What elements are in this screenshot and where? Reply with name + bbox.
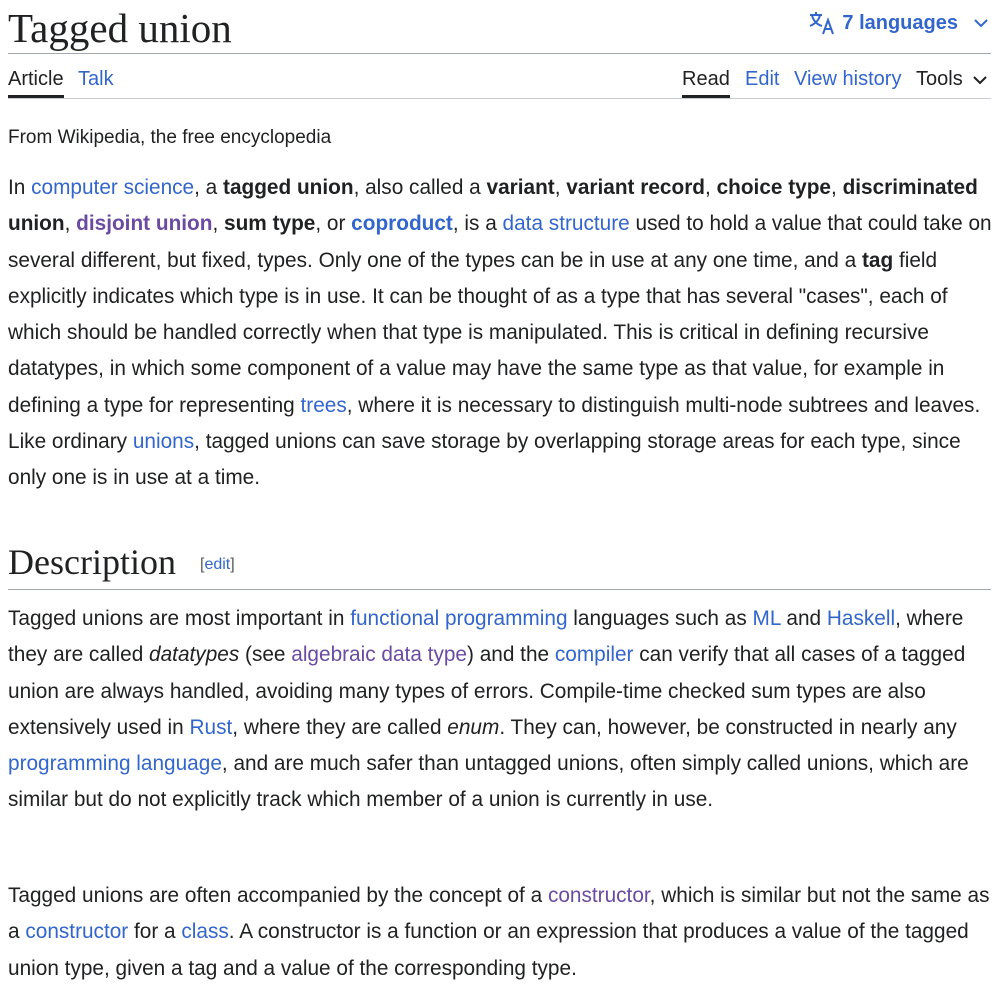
bracket: ] xyxy=(230,556,235,573)
translate-icon xyxy=(808,11,836,35)
term-sum-type: sum type xyxy=(224,212,316,236)
chevron-down-icon xyxy=(974,18,988,28)
tab-talk[interactable]: Talk xyxy=(78,68,114,90)
text: , or xyxy=(315,212,352,236)
text: , xyxy=(64,212,77,236)
text: , xyxy=(554,176,567,199)
link-programming-language[interactable]: programming language xyxy=(8,752,222,776)
tab-edit[interactable]: Edit xyxy=(745,68,780,90)
chevron-down-icon xyxy=(973,75,987,85)
bracket: [ xyxy=(200,556,205,573)
text: and xyxy=(780,607,827,630)
languages-button[interactable] xyxy=(808,11,991,35)
link-functional-programming[interactable]: functional programming xyxy=(350,607,568,630)
text: , is a xyxy=(452,212,503,236)
text: . A constructor is a function or an expression that produces a value of the tagged union type, given a tag and a value of the corresponding type. xyxy=(8,920,969,980)
text: , where they are called xyxy=(232,715,448,739)
link-algebraic-data-type[interactable]: algebraic data type xyxy=(291,643,467,667)
text: ) and the xyxy=(467,643,555,667)
text: . They can, however, be constructed in nearly any xyxy=(499,715,957,739)
link-constructor-oop[interactable]: constructor xyxy=(25,920,129,944)
text: , xyxy=(212,212,225,236)
term-datatypes: datatypes xyxy=(149,643,240,667)
text: , which is similar but not the same as a xyxy=(8,884,990,944)
text: for a xyxy=(128,920,182,944)
tab-view-history[interactable]: View history xyxy=(794,68,902,90)
intro-paragraph xyxy=(8,170,998,497)
title-bar xyxy=(8,0,991,54)
section-heading-description xyxy=(8,538,991,590)
section-edit xyxy=(200,556,235,574)
section-title: Description xyxy=(8,542,176,582)
link-disjoint-union[interactable]: disjoint union xyxy=(76,212,213,236)
text: , a xyxy=(194,176,224,199)
link-compiler[interactable]: compiler xyxy=(554,643,634,667)
text: , and are much safer than untagged unions, often simply called unions, which are similar but do not explicitly track which member of a union is currently in use. xyxy=(8,752,969,812)
page-title: Tagged union xyxy=(8,5,232,51)
link-data-structure[interactable]: data structure xyxy=(502,212,630,236)
text: , tagged unions can save storage by overlapping storage areas for each type, since only one is in use at a time. xyxy=(8,430,961,490)
section-edit-link[interactable]: edit xyxy=(204,556,231,573)
link-trees[interactable]: trees xyxy=(300,393,347,417)
text: (see xyxy=(239,643,292,667)
tools-menu[interactable] xyxy=(916,66,987,96)
text: can verify that all cases of a tagged union are always handled, avoiding many types of errors. Compile-time checked sum types are also extensively used in xyxy=(8,643,966,739)
term-enum: enum xyxy=(447,715,500,739)
text: , xyxy=(831,176,843,199)
languages-label: 7 languages xyxy=(842,11,958,34)
link-haskell[interactable]: Haskell xyxy=(826,607,896,630)
term-variant: variant xyxy=(486,176,555,199)
article-page xyxy=(8,0,992,980)
link-coproduct[interactable]: coproduct xyxy=(351,212,453,236)
text: field explicitly indicates which type is in use. It can be thought of as a type that has several "cases", each of which should be handled correctly when that type is manipulated. This is critical in defining recursive datatypes, in which some component of a value may have the same type as that value, for example in defining a type for representing xyxy=(8,248,948,417)
term-tag: tag xyxy=(861,248,894,272)
term-choice-type: choice type xyxy=(716,176,831,199)
text: languages such as xyxy=(567,607,753,630)
term-tagged-union: tagged union xyxy=(223,176,354,199)
link-computer-science[interactable]: computer science xyxy=(31,176,195,199)
link-constructor-type-theory[interactable]: constructor xyxy=(547,884,650,907)
text: In xyxy=(8,176,32,199)
description-paragraph-2 xyxy=(8,878,998,987)
link-unions[interactable]: unions xyxy=(132,430,195,454)
page-tabs xyxy=(8,54,991,99)
text: , where they are called xyxy=(8,607,964,667)
tab-article[interactable]: Article xyxy=(8,66,64,98)
term-variant-record: variant record xyxy=(566,176,705,199)
link-rust[interactable]: Rust xyxy=(189,715,233,739)
tools-label: Tools xyxy=(916,68,963,90)
text: Tagged unions are often accompanied by the concept of a xyxy=(8,884,548,907)
term-discriminated-union: discriminated union xyxy=(8,176,978,236)
link-class[interactable]: class xyxy=(181,920,229,944)
description-paragraph-1 xyxy=(8,601,998,819)
text: , also called a xyxy=(353,176,487,199)
text: Tagged unions are most important in xyxy=(8,607,351,630)
text: used to hold a value that could take on several different, but fixed, types. Only one of the types can be in use at any one time, and a xyxy=(8,212,992,272)
text: , where it is necessary to distinguish multi-node subtrees and leaves. Like ordinary xyxy=(8,393,981,454)
site-tagline: From Wikipedia, the free encyclopedia xyxy=(8,127,332,148)
tab-read[interactable]: Read xyxy=(682,66,730,98)
link-ml[interactable]: ML xyxy=(752,607,781,630)
text: , xyxy=(705,176,717,199)
